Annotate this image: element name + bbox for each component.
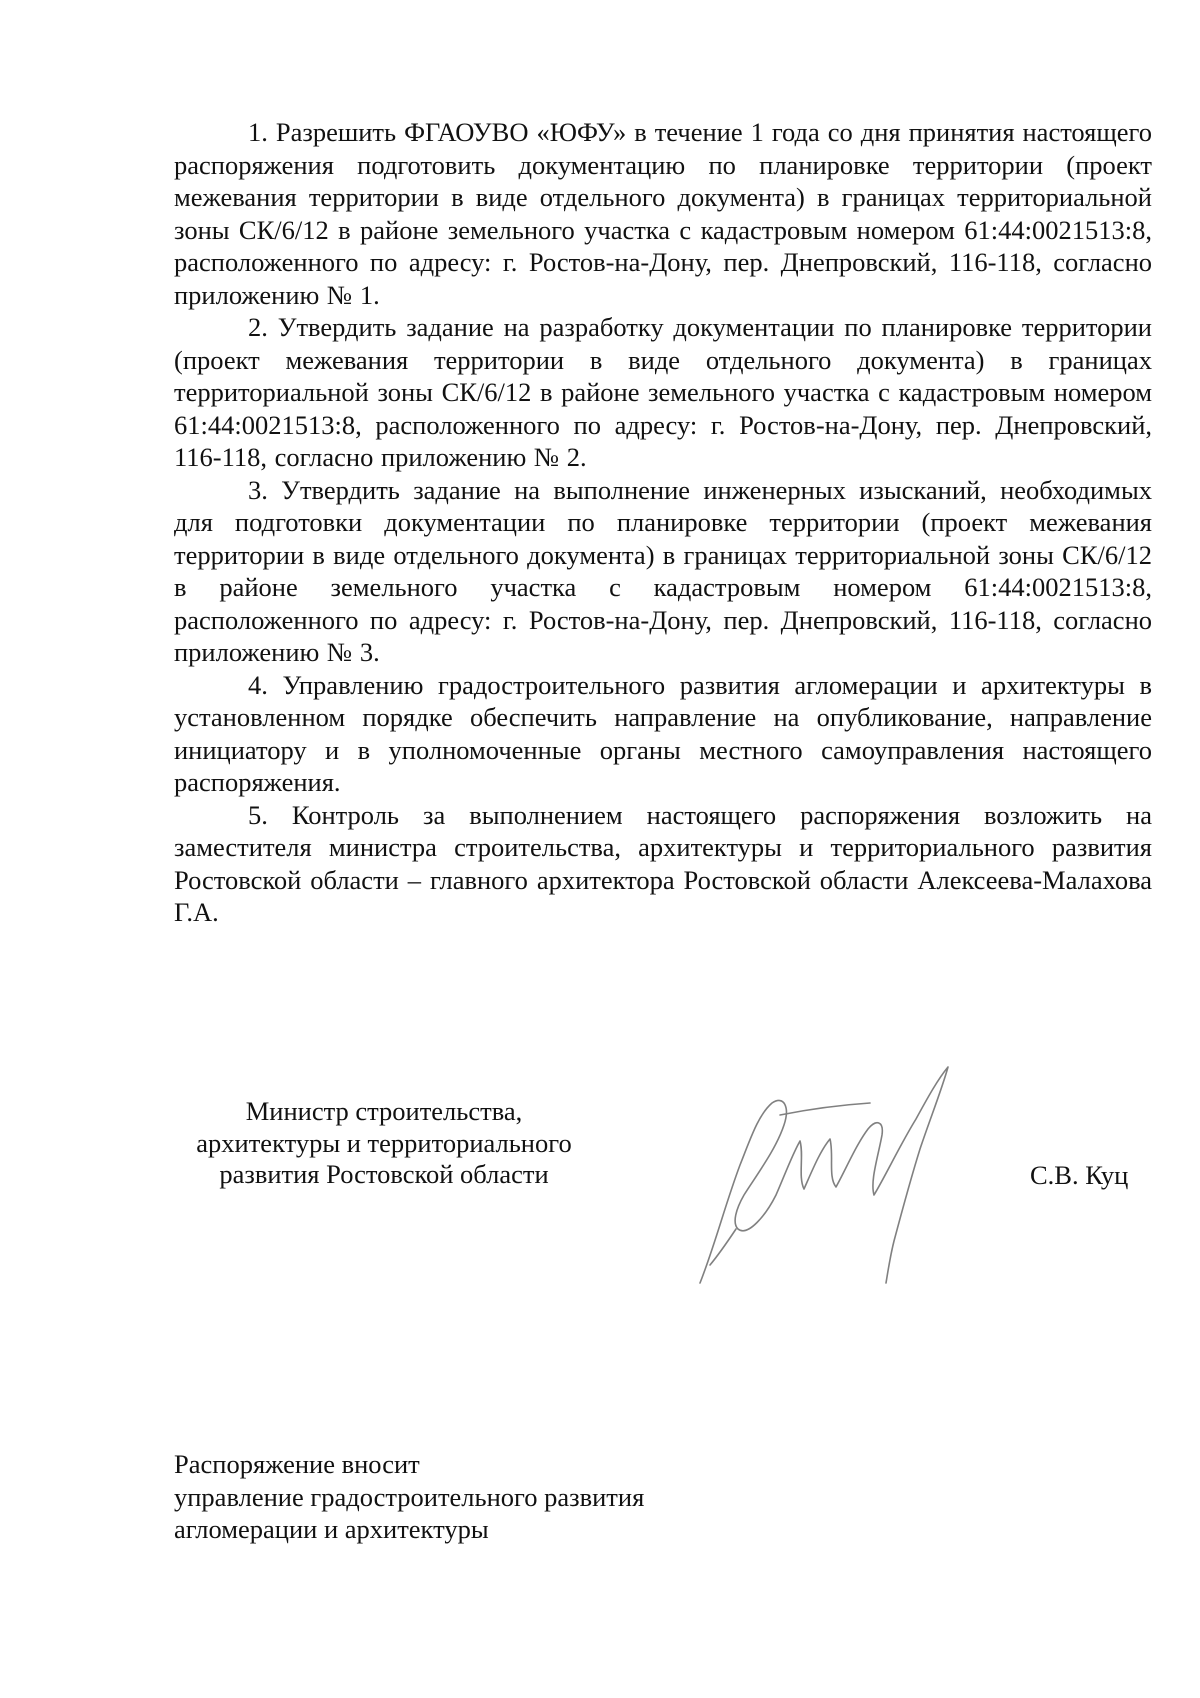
order-paragraph-3: 3. Утвердить задание на выполнение инженерных изысканий, необходимых для подготовки документации по планировке территории (проект межевания территории в виде отдельного документа) в границах территориальной зоны СК/6/12 в районе земельного участка с кадастровым номером 61:44:0021513:8, расположенного по адресу: г. Ростов-на-Дону, пер. Днепровский, 116-118, согласно приложению № 3. <box>174 474 1152 667</box>
footer-note-line: управление градостроительного развития <box>174 1481 645 1512</box>
order-body <box>174 116 1152 929</box>
signatory-title <box>174 1096 594 1191</box>
order-paragraph-1: 1. Разрешить ФГАОУВО «ЮФУ» в течение 1 года со дня принятия настоящего распоряжения подготовить документацию по планировке территории (проект межевания территории в виде отдельного документа) в границах территориальной зоны СК/6/12 в районе земельного участка с кадастровым номером 61:44:0021513:8, расположенного по адресу: г. Ростов-на-Дону, пер. Днепровский, 116-118, согласно приложению № 1. <box>174 117 1152 310</box>
signatory-title-line: Министр строительства, <box>245 1096 523 1126</box>
signatory-title-line: развития Ростовской области <box>219 1159 549 1189</box>
footer-note-line: агломерации и архитектуры <box>174 1514 489 1544</box>
signatory-name: С.В. Куц <box>1030 1160 1129 1190</box>
order-paragraph-5: 5. Контроль за выполнением настоящего распоряжения возложить на заместителя министра строительства, архитектуры и территориального развития Ростовской области – главного архитектора Ростовской области Алексеева-Малахова Г.А. <box>174 799 1152 927</box>
signatory-title-line: архитектуры и территориального <box>196 1127 572 1158</box>
handwritten-signature <box>680 1045 1000 1295</box>
order-paragraph-2: 2. Утвердить задание на разработку документации по планировке территории (проект межевания территории в виде отдельного документа) в границах территориальной зоны СК/6/12 в районе земельного участка с кадастровым номером 61:44:0021513:8, расположенного по адресу: г. Ростов-на-Дону, пер. Днепровский, 116-118, согласно приложению № 2. <box>174 312 1152 472</box>
footer-note-line: Распоряжение вносит <box>174 1449 420 1479</box>
footer-note <box>174 1448 734 1546</box>
order-paragraph-4: 4. Управлению градостроительного развития агломерации и архитектуры в установленном порядке обеспечить направление на опубликование, направление инициатору и в уполномоченные органы местного самоуправления настоящего распоряжения. <box>174 669 1152 797</box>
